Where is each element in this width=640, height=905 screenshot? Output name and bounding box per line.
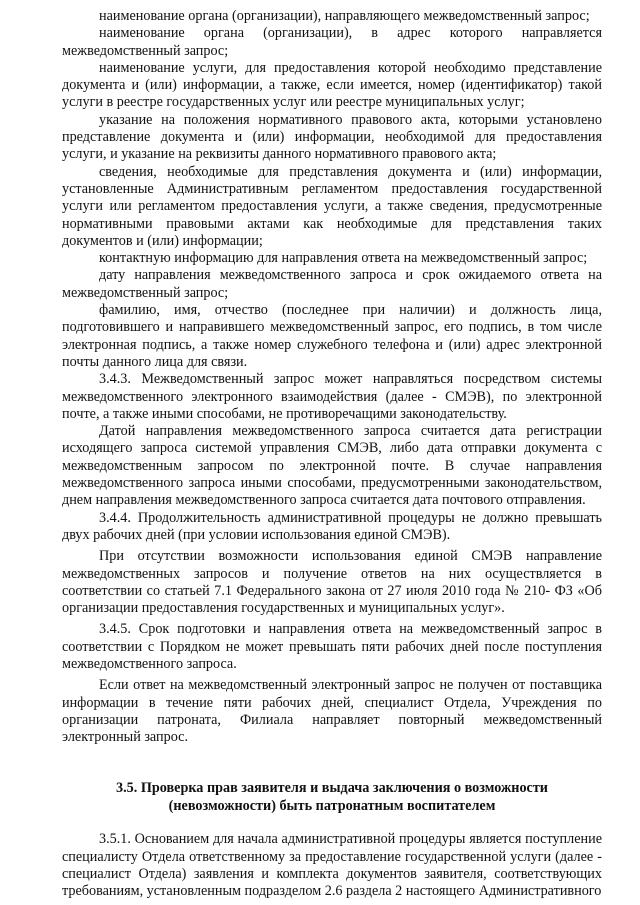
section-heading: 3.5. Проверка прав заявителя и выдача заключения о возможности (невозможности) быть патронатным воспитателем (116, 780, 548, 814)
paragraph: Датой направления межведомственного запроса считается дата регистрации исходящего запроса системой управления СМЭВ, либо дата отправки документа с межведомственным запросом по электронной почте. В случае направления межведомственного запроса иными способами, предусмотренными законодательством, днем направления межведомственного запроса считается дата почтового отправления. (62, 423, 602, 509)
paragraph: сведения, необходимые для представления документа и (или) информации, установленные Административным регламентом предоставления государственной услуги или регламентом предоставления услуги, а также сведения, предусмотренные нормативными правовыми актами как необходимые для представления таких документов и (или) информации; (62, 163, 602, 249)
paragraph: При отсутствии возможности использования единой СМЭВ направление межведомственных запросов и получение ответов на них осуществляется в соответствии со статьей 7.1 Федерального закона от 27 июля 2010 года № 210- ФЗ «Об организации предоставления государственных и муниципальных услуг». (62, 548, 602, 617)
paragraph-3-4-4: 3.4.4. Продолжительность административной процедуры не должно превышать двух рабочих дней (при условии использования единой СМЭВ). (62, 509, 602, 543)
document-page (62, 8, 602, 901)
paragraph: указание на положения нормативного правового акта, которыми установлено представление документа и (или) информации, необходимой для предоставления услуги, и указание на реквизиты данного нормативного правового акта; (62, 111, 602, 163)
paragraph-3-5-1: 3.5.1. Основанием для начала административной процедуры является поступление специалисту Отдела ответственному за предоставление государственной услуги (далее - специалист Отдела) заявления и комплекта документов заявителя, соответствующих требованиям, установленным подразделом 2.6 раздела 2 настоящего Административного (62, 831, 602, 900)
paragraph: наименование органа (организации), в адрес которого направляется межведомственный запрос; (62, 25, 602, 59)
paragraph: наименование органа (организации), направляющего межведомственный запрос; (99, 8, 590, 24)
paragraph: наименование услуги, для предоставления которой необходимо представление документа и (или) информации, а также, если имеется, номер (идентификатор) такой услуги в реестре государственных услуг или реестре муниципальных услуг; (62, 59, 602, 111)
paragraph-3-4-5: 3.4.5. Срок подготовки и направления ответа на межведомственный запрос в соответствии с Порядком не может превышать пяти рабочих дней после поступления межведомственного запроса. (62, 621, 602, 672)
spacer (62, 746, 602, 780)
paragraph: дату направления межведомственного запроса и срок ожидаемого ответа на межведомственный запрос; (62, 267, 602, 301)
paragraph-3-4-3: 3.4.3. Межведомственный запрос может направляться посредством системы межведомственного электронного взаимодействия (далее - СМЭВ), по электронной почте, а также иными способами, не противоречащими законодательству. (62, 371, 602, 422)
paragraph: фамилию, имя, отчество (последнее при наличии) и должность лица, подготовившего и направившего межведомственный запрос, его подпись, в том числе электронная подпись, а также номер служебного телефона и (или) адрес электронной почты данного лица для связи. (62, 302, 602, 370)
paragraph: Если ответ на межведомственный электронный запрос не получен от поставщика информации в течение пяти рабочих дней, специалист Отдела, Учреждения по организации патроната, Филиала направляет повторный межведомственный электронный запрос. (62, 677, 602, 746)
paragraph: контактную информацию для направления ответа на межведомственный запрос; (99, 250, 588, 267)
spacer (62, 815, 602, 831)
